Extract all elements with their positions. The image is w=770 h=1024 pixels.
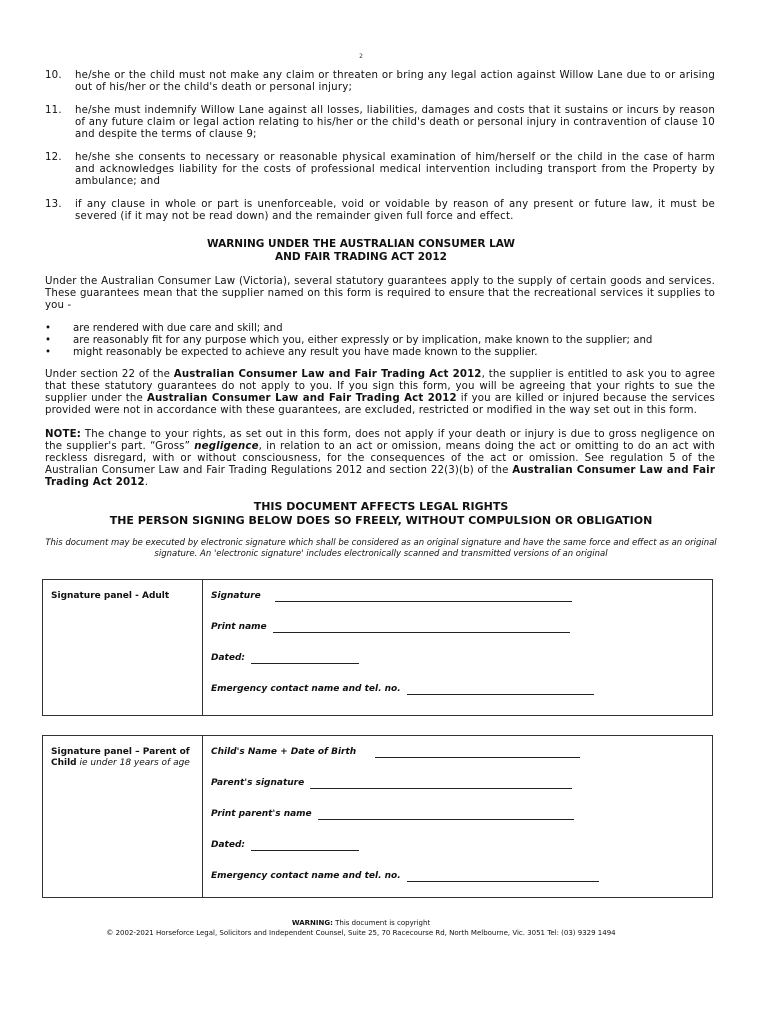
emergency-contact-field[interactable]: Emergency contact name and tel. no. [211,871,704,902]
note-paragraph: NOTE: The change to your rights, as set out in this form, does not apply if your death or injury is due to gross negligence on the supplier's part. “Gross” negligence, in relation to an act or omission, means doing the act or omitting to do an act with reckless disregard, with or without consciousness, for the consequences of the act or omission. See regulation 5 of the Australian Consumer Law and Fair Trading Regulations 2012 and section 22(3)(b) of the Australian Consumer Law and Fair Trading Act 2012. [45,429,715,488]
child-name-dob-field[interactable]: Child's Name + Date of Birth [211,747,704,778]
clause-text: he/she or the child must not make any claim or threaten or bring any legal action against Willow Lane due to or arising out of his/her or the child's death or personal injury; [75,70,715,93]
signature-field[interactable]: Signature [211,591,704,622]
clause-item [45,70,715,94]
list-item: • might reasonably be expected to achieve any result you have made known to the supplier. [45,347,538,358]
parent-print-name-field[interactable]: Print parent's name [211,809,704,840]
warning-heading-line-1: WARNING UNDER THE AUSTRALIAN CONSUMER LAW [206,238,516,250]
clause-text: he/she must indemnify Willow Lane against all losses, liabilities, damages and costs that it sustains or incurs by reason of any future claim or legal action relating to his/her or the child's death or personal injury in contravention of clause 10 and despite the terms of clause 9; [75,105,715,140]
act-name: Australian Consumer Law and Fair Trading Act 2012 [173,369,482,380]
legal-rights-line-2: THE PERSON SIGNING BELOW DOES SO FREELY, WITHOUT COMPULSION OR OBLIGATION [109,514,653,527]
emergency-contact-field[interactable]: Emergency contact name and tel. no. [211,684,704,715]
panel-label: Signature panel - Adult [43,580,203,715]
clause-number: 13. [45,199,62,210]
parent-signature-field[interactable]: Parent's signature [211,778,704,809]
copyright-warning: WARNING: This document is copyright [291,919,431,927]
adult-signature-panel [42,579,713,716]
parent-signature-panel [42,735,713,898]
child-name-dob-line[interactable] [375,747,580,758]
parent-print-name-line[interactable] [318,809,574,820]
clause-number: 12. [45,152,62,163]
list-item: • are reasonably fit for any purpose which you, either expressly or by implication, make known to the supplier; and [45,335,653,346]
signature-line[interactable] [275,591,572,602]
print-name-field[interactable]: Print name [211,622,704,653]
act-name: Australian Consumer Law and Fair Trading Act 2012 [146,393,457,404]
warning-heading-line-2: AND FAIR TRADING ACT 2012 [275,251,447,263]
legal-rights-line-1: THIS DOCUMENT AFFECTS LEGAL RIGHTS [253,500,509,513]
dated-field[interactable]: Dated: [211,653,704,684]
guarantee-text: are reasonably fit for any purpose which you, either expressly or by implication, make known to the supplier; and [73,335,653,346]
dated-field[interactable]: Dated: [211,840,704,871]
footer [0,918,722,938]
copyright-notice: © 2002-2021 Horseforce Legal, Solicitors and Independent Counsel, Suite 25, 70 Racecourse Rd, North Melbourne, Vic. 3051 Tel: (03) 9329 1494 [106,929,616,937]
clause-item [45,105,715,141]
consumer-law-warning-heading [0,238,722,264]
clause-item [45,199,715,223]
clause-text: if any clause in whole or part is unenforceable, void or voidable by reason of any present or future law, it must be severed (if it may not be read down) and the remainder given full force and effect. [75,199,715,222]
emergency-contact-line[interactable] [407,684,594,695]
electronic-signature-note: This document may be executed by electronic signature which shall be considered as an original signature and have the same force and effect as an original signature. An 'electronic signature' includes electronically scanned and transmitted versions of an original [45,538,717,559]
clause-list [45,70,715,234]
note-label: NOTE: [45,429,81,440]
parent-signature-line[interactable] [310,778,572,789]
negligence-term: negligence [194,441,259,452]
clause-text: he/she she consents to necessary or reasonable physical examination of him/herself or the child in the case of harm and acknowledges liability for the costs of professional medical intervention including transport from the Property by ambulance; and [75,152,715,187]
dated-line[interactable] [251,840,359,851]
print-name-line[interactable] [273,622,570,633]
clause-item [45,152,715,188]
panel-fields [203,580,712,715]
dated-line[interactable] [251,653,359,664]
emergency-contact-line[interactable] [407,871,599,882]
panel-fields [203,736,712,897]
legal-rights-heading [0,500,762,528]
page-number: 2 [359,53,363,60]
act-name: Australian Consumer Law and Fair Trading Act 2012 [45,465,715,488]
section-22-paragraph: Under section 22 of the Australian Consumer Law and Fair Trading Act 2012, the supplier is entitled to ask you to agree that these statutory guarantees do not apply to you. If you sign this form, you will be agreeing that your rights to sue the supplier under the Australian Consumer Law and Fair Trading Act 2012 if you are killed or injured because the services provided were not in accordance with these guarantees, are excluded, restricted or modified in the way set out in this form. [45,369,716,416]
list-item: • are rendered with due care and skill; and [45,323,283,334]
guarantee-text: are rendered with due care and skill; and [73,323,283,334]
clause-number: 10. [45,70,62,81]
clause-number: 11. [45,105,62,116]
guarantee-list [45,323,715,359]
guarantee-text: might reasonably be expected to achieve any result you have made known to the supplier. [73,347,538,358]
warning-intro: Under the Australian Consumer Law (Victoria), several statutory guarantees apply to the supply of certain goods and services. These guarantees mean that the supplier named on this form is required to ensure that the recreational services it supplies to you - [45,276,715,311]
panel-label: Signature panel – Parent of Child ie under 18 years of age [43,736,203,897]
